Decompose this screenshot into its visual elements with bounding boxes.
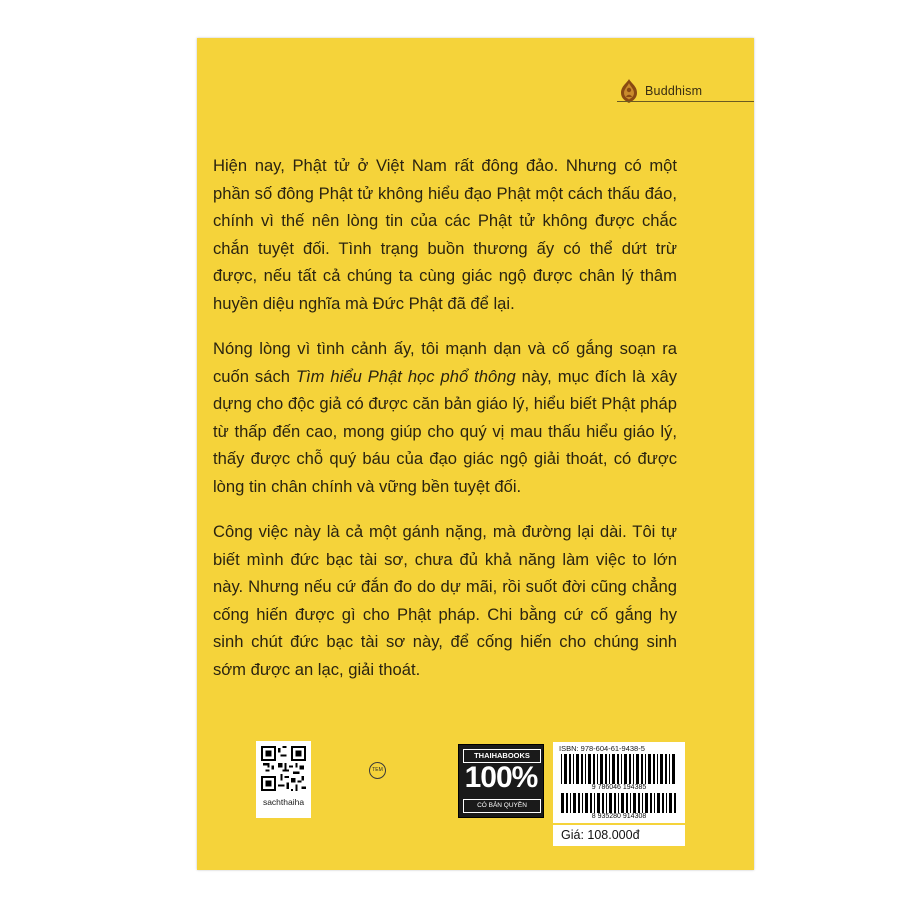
tem-stamp: TEM [369, 762, 386, 779]
blurb-paragraph-2: Nóng lòng vì tình cảnh ấy, tôi mạnh dạn và cố gắng soạn ra cuốn sách Tìm hiểu Phật học phổ thông này, mục đích là xây dựng cho độc giả có được căn bản giáo lý, hiểu biết Phật pháp từ thấp đến cao, mong giúp cho quý vị mau thấu hiểu giáo lý, thấy được chỗ quý báu của đạo giác ngộ giải thoát, có được lòng tin chân chính và vững bền tuyệt đối. [213, 339, 677, 496]
publisher-badge [458, 744, 544, 818]
blurb-paragraph-1: Hiện nay, Phật tử ở Việt Nam rất đông đảo. Nhưng có một phần số đông Phật tử không hiểu đạo Phật một cách thấu đáo, chính vì thế nên lòng tin của các Phật tử không được chắc chắn tuyệt đối. Tình trạng buồn thương ấy có thể dứt trừ được, nếu tất cả chúng ta cùng giác ngộ được chân lý thâm huyền diệu nghĩa mà Đức Phật đã để lại. [213, 156, 677, 313]
copyright-percent: 100% [464, 761, 538, 794]
brand-divider [617, 101, 754, 102]
blurb-text [213, 152, 677, 701]
isbn-barcode-number: 9 786046 194385 [591, 784, 647, 791]
barcode-block [553, 742, 685, 823]
qr-caption: sachthaiha [262, 797, 305, 807]
publisher-name: THAIHABOOKS [463, 749, 541, 763]
copyright-note: CÓ BẢN QUYỀN [463, 799, 541, 813]
book-back-cover [197, 38, 754, 870]
ean-barcode [561, 793, 677, 813]
qr-code-block [256, 741, 311, 818]
price-label: Giá: 108.000đ [553, 825, 685, 846]
blurb-paragraph-3: Công việc này là cả một gánh nặng, mà đường lại dài. Tôi tự biết mình đức bạc tài sơ, chưa đủ khả năng làm việc to lớn này. Nhưng nếu cứ đắn đo do dự mãi, rồi suốt đời cũng chẳng cống hiến được gì cho Phật pháp. Chi bằng cứ cố gắng hy sinh chút đức bạc tài sơ này, để cống hiến cho chúng sinh sớm được an lạc, giải thoát. [213, 522, 677, 679]
isbn-label: ISBN: 978-604-61-9438-5 [559, 744, 645, 753]
ean-barcode-number: 8 935280 914308 [591, 813, 647, 820]
book-title-inline: Tìm hiểu Phật học phổ thông [295, 366, 516, 386]
isbn-barcode [561, 754, 677, 784]
brand-label: Buddhism [645, 84, 703, 98]
qr-code-icon [261, 746, 306, 791]
